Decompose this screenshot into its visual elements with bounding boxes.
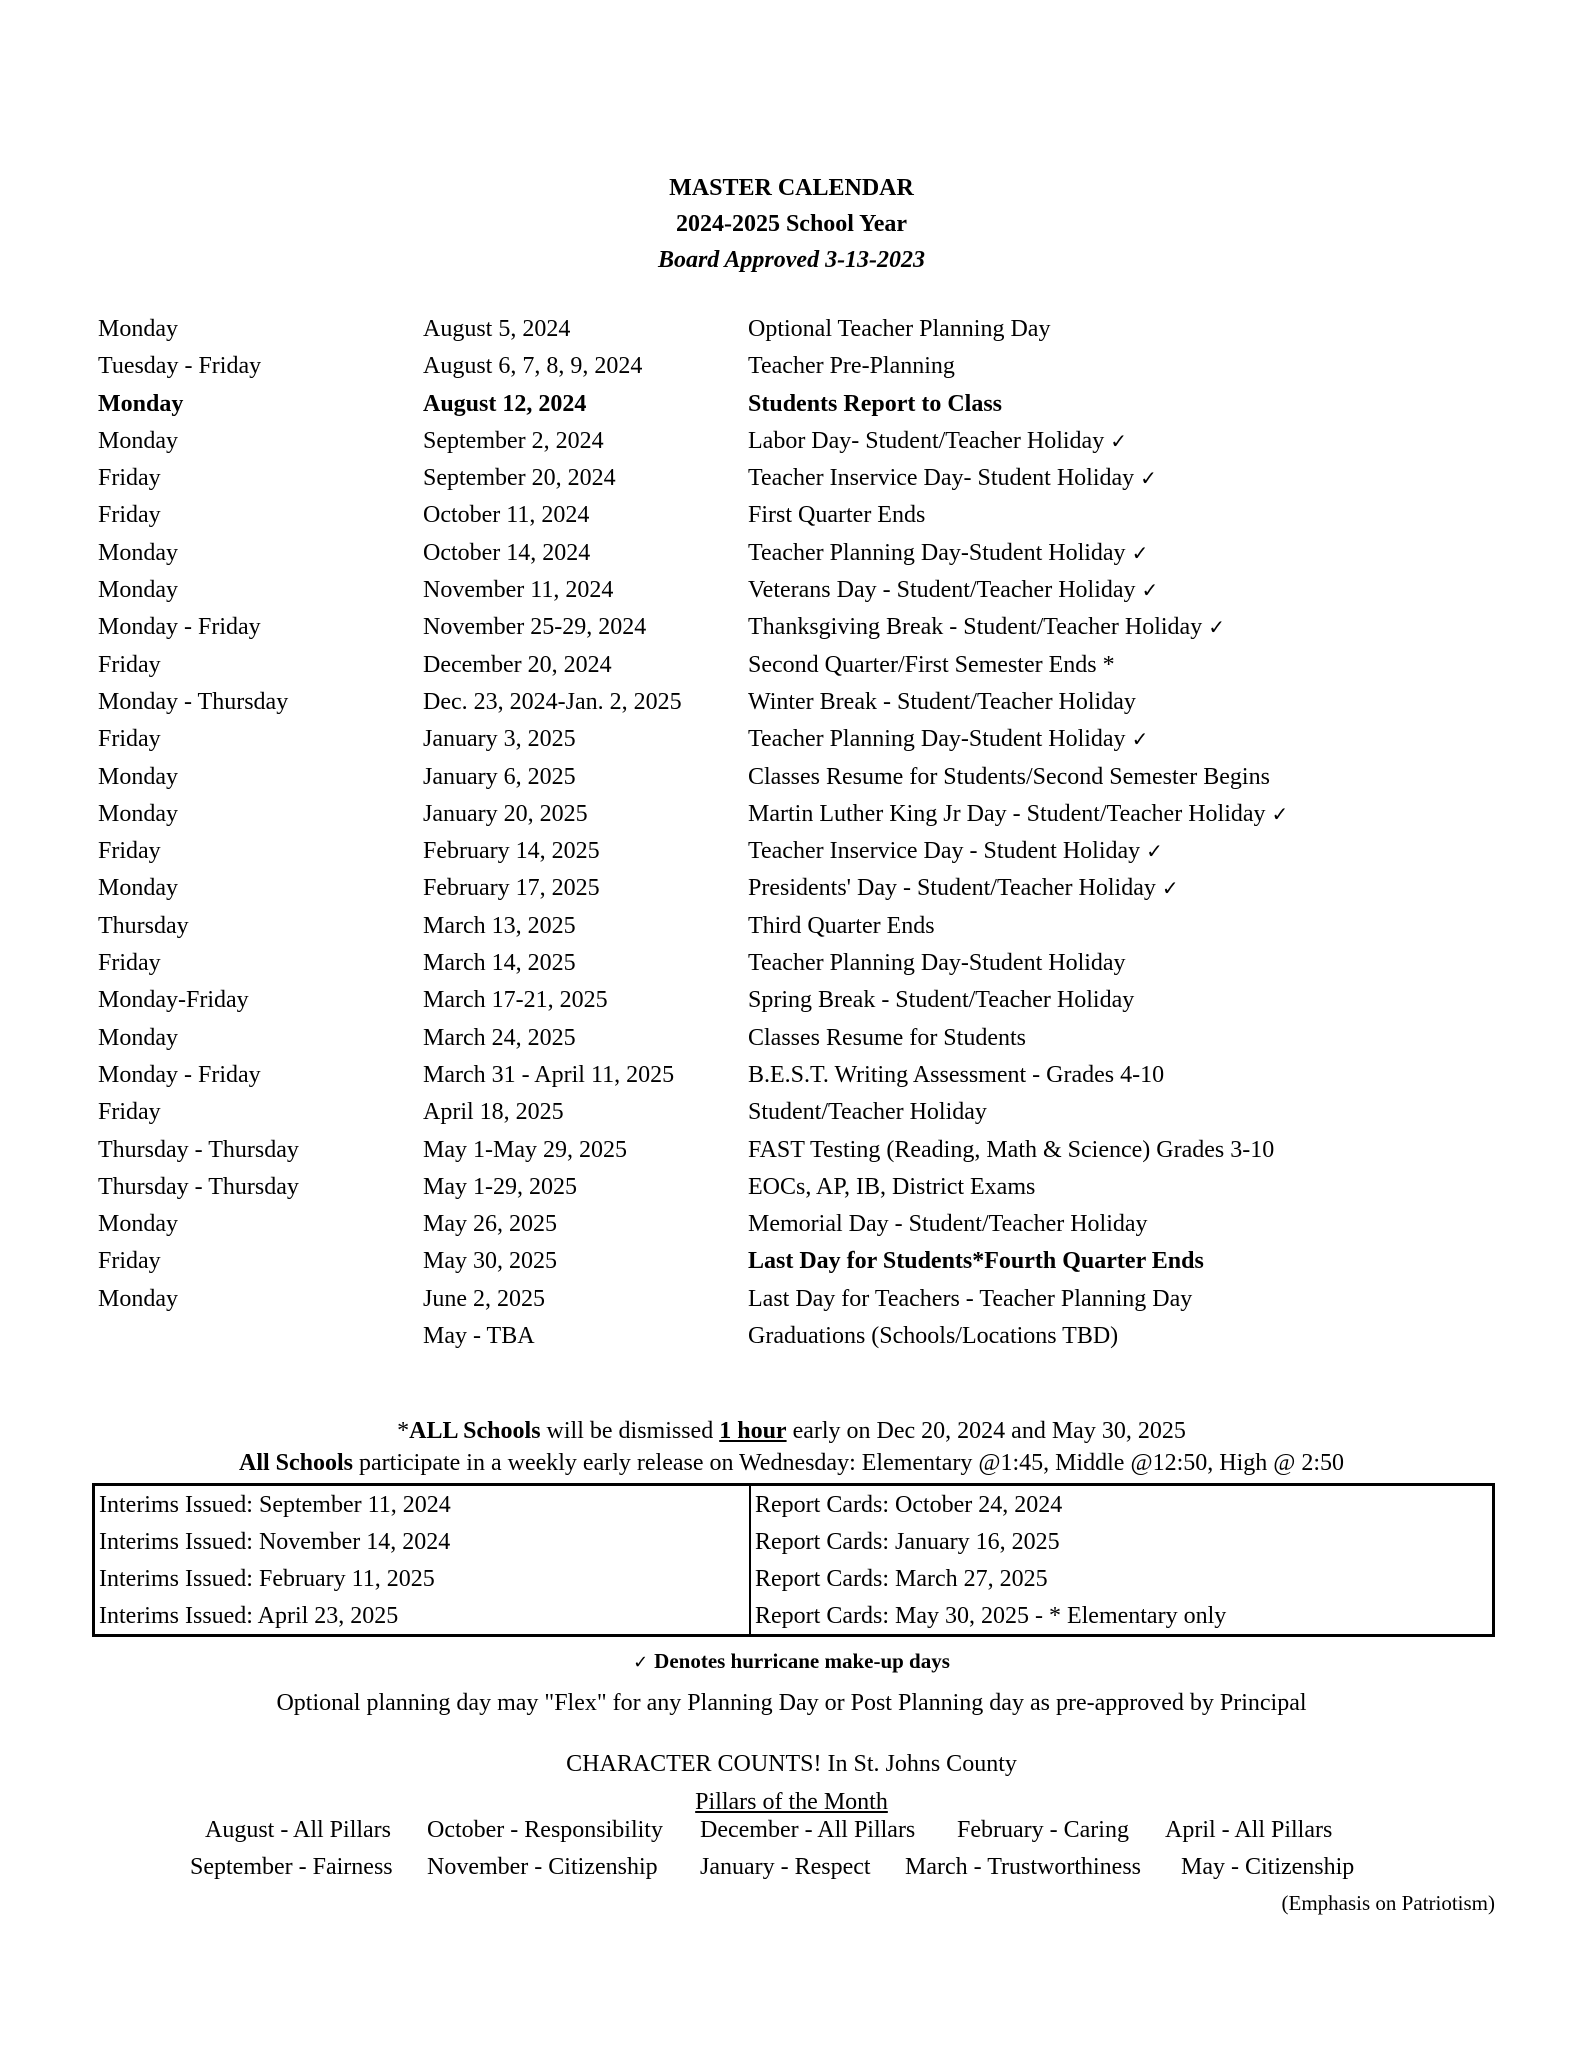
event-date: February 17, 2025: [423, 875, 600, 902]
approval-date: Board Approved 3-13-2023: [657, 247, 926, 273]
event-row: [98, 1281, 1398, 1318]
event-description-text: Winter Break - Student/Teacher Holiday: [748, 688, 1136, 715]
event-description: [748, 721, 1148, 758]
event-description: [748, 833, 1163, 870]
event-description-text: Last Day for Teachers - Teacher Planning Day: [748, 1285, 1193, 1312]
event-description-text: Classes Resume for Students: [748, 1024, 1026, 1051]
event-date: August 6, 7, 8, 9, 2024: [423, 353, 643, 380]
event-day: Friday: [98, 1248, 161, 1275]
event-description: [748, 1281, 1192, 1318]
event-date: October 11, 2024: [423, 502, 590, 529]
hurricane-note-text: Denotes hurricane make-up days: [654, 1649, 950, 1673]
event-description: [748, 1132, 1274, 1169]
event-description-text: Teacher Inservice Day- Student Holiday: [748, 465, 1135, 492]
event-date: March 14, 2025: [423, 950, 576, 977]
event-row: [98, 870, 1398, 907]
event-row: [98, 311, 1398, 348]
event-description: [748, 535, 1148, 572]
event-row: [98, 647, 1398, 684]
event-description: [748, 759, 1270, 796]
page-title: MASTER CALENDAR: [669, 175, 914, 201]
event-description: [748, 311, 1050, 348]
hurricane-note: [0, 1649, 1583, 1674]
event-row: [98, 609, 1398, 646]
event-description-text: Graduations (Schools/Locations TBD): [748, 1323, 1119, 1350]
event-row: [98, 1057, 1398, 1094]
table-row: [94, 1485, 1494, 1524]
event-description: [748, 1318, 1118, 1355]
event-day: Monday-Friday: [98, 987, 249, 1014]
report-card-date: Report Cards: October 24, 2024: [755, 1491, 1063, 1518]
event-description-text: FAST Testing (Reading, Math & Science) Grades 3-10: [748, 1136, 1275, 1163]
event-day: Friday: [98, 651, 161, 678]
event-row: [98, 1020, 1398, 1057]
pillar-month: October - Responsibility: [427, 1817, 663, 1843]
event-description: [748, 423, 1127, 460]
character-counts: [0, 1745, 1583, 1821]
event-row: [98, 1206, 1398, 1243]
event-date: August 12, 2024: [423, 390, 587, 417]
event-description-text: First Quarter Ends: [748, 502, 926, 529]
event-date: May 1-29, 2025: [423, 1173, 577, 1200]
event-description: [748, 945, 1126, 982]
event-day: Monday - Thursday: [98, 688, 289, 715]
event-row: [98, 982, 1398, 1019]
event-description: [748, 796, 1288, 833]
event-row: [98, 1169, 1398, 1206]
event-row: [98, 423, 1398, 460]
event-description-text: Presidents' Day - Student/Teacher Holiday: [748, 875, 1156, 902]
interim-date: Interims Issued: April 23, 2025: [94, 1597, 751, 1636]
event-description: [748, 1057, 1164, 1094]
event-description: [748, 572, 1158, 609]
event-description-text: Third Quarter Ends: [748, 912, 935, 939]
pillar-month: January - Respect: [700, 1854, 871, 1880]
event-day: Monday - Friday: [98, 1061, 261, 1088]
event-date: May - TBA: [423, 1323, 535, 1350]
event-description: [748, 647, 1115, 684]
event-description-text: Last Day for Students*Fourth Quarter Ends: [748, 1248, 1204, 1275]
event-row: [98, 348, 1398, 385]
event-date: September 2, 2024: [423, 427, 604, 454]
dismissal-all-schools: ALL Schools: [409, 1418, 541, 1444]
pillar-month: March - Trustworthiness: [905, 1854, 1142, 1880]
event-description-text: Martin Luther King Jr Day - Student/Teacher Holiday: [748, 800, 1266, 827]
event-day: Friday: [98, 502, 161, 529]
dismissal-hour: 1 hour: [719, 1418, 787, 1444]
event-day: Monday: [98, 427, 178, 454]
pillar-month: August - All Pillars: [205, 1817, 392, 1843]
check-icon: ✓: [1110, 428, 1127, 453]
event-date: May 1-May 29, 2025: [423, 1136, 627, 1163]
event-description-text: Labor Day- Student/Teacher Holiday: [748, 427, 1105, 454]
event-day: Thursday - Thursday: [98, 1173, 299, 1200]
event-row: [98, 1318, 1398, 1355]
event-day: Friday: [98, 1099, 161, 1126]
event-date: June 2, 2025: [423, 1285, 545, 1312]
event-description: [748, 982, 1134, 1019]
event-date: May 26, 2025: [423, 1211, 557, 1238]
event-description-text: Veterans Day - Student/Teacher Holiday: [748, 577, 1136, 604]
interim-date: Interims Issued: February 11, 2025: [94, 1560, 751, 1597]
event-row: [98, 497, 1398, 534]
flex-note: Optional planning day may "Flex" for any Planning Day or Post Planning day as pre-approved by Principal: [276, 1690, 1307, 1716]
event-date: Dec. 23, 2024-Jan. 2, 2025: [423, 688, 682, 715]
early-release-all-schools: All Schools: [238, 1450, 354, 1476]
pillar-month: April - All Pillars: [1165, 1817, 1333, 1843]
dismissal-middle: will be dismissed: [540, 1418, 720, 1444]
check-icon: ✓: [1131, 540, 1149, 565]
event-date: November 11, 2024: [423, 577, 614, 604]
event-description: [748, 386, 1002, 423]
event-row: [98, 1132, 1398, 1169]
report-card-date: Report Cards: January 16, 2025: [755, 1528, 1060, 1555]
event-description-text: Optional Teacher Planning Day: [748, 316, 1051, 342]
event-date: March 13, 2025: [423, 912, 576, 939]
event-date: August 5, 2024: [423, 316, 571, 342]
event-day: Friday: [98, 465, 161, 492]
event-day: Monday - Friday: [98, 614, 261, 641]
event-description: [748, 497, 925, 534]
event-day: Monday: [98, 763, 178, 790]
pillar-month: May - Citizenship: [1181, 1854, 1355, 1880]
event-day: Monday: [98, 390, 184, 417]
event-description: [748, 1206, 1148, 1243]
event-description: [748, 1094, 987, 1131]
event-row: [98, 386, 1398, 423]
event-description: [748, 1169, 1035, 1206]
event-date: February 14, 2025: [423, 838, 600, 865]
event-day: Tuesday - Friday: [98, 353, 262, 380]
report-card-date: Report Cards: May 30, 2025 - * Elementary only: [755, 1602, 1227, 1629]
event-day: Friday: [98, 726, 161, 753]
event-day: Thursday: [98, 912, 189, 939]
check-icon: ✓: [1140, 466, 1157, 491]
event-date: September 20, 2024: [423, 465, 616, 492]
school-year-subtitle: 2024-2025 School Year: [675, 211, 908, 237]
event-description-text: Teacher Planning Day-Student Holiday: [748, 950, 1126, 977]
interim-date: Interims Issued: September 11, 2024: [94, 1485, 751, 1524]
check-icon: ✓: [1141, 578, 1159, 603]
event-day: Monday: [98, 875, 178, 902]
early-release-note: [0, 1447, 1583, 1479]
check-icon: ✓: [1271, 801, 1289, 826]
event-date: March 31 - April 11, 2025: [423, 1061, 675, 1088]
event-row: [98, 908, 1398, 945]
check-icon: ✓: [1131, 727, 1149, 752]
dismissal-note: [0, 1415, 1583, 1447]
table-row: [94, 1523, 1494, 1560]
event-row: [98, 721, 1398, 758]
event-row: [98, 1243, 1398, 1280]
dismissal-notes: [0, 1415, 1583, 1479]
event-row: [98, 833, 1398, 870]
event-date: March 17-21, 2025: [423, 987, 608, 1014]
event-day: Monday: [98, 539, 178, 566]
events-list: [98, 311, 1398, 1355]
table-row: [94, 1597, 1494, 1636]
pillar-month: September - Fairness: [190, 1854, 393, 1880]
event-description: [748, 908, 935, 945]
event-row: [98, 796, 1398, 833]
event-description-text: Spring Break - Student/Teacher Holiday: [748, 987, 1135, 1014]
check-icon: ✓: [1161, 876, 1179, 901]
pillar-month: November - Citizenship: [427, 1854, 658, 1880]
event-day: Friday: [98, 950, 161, 977]
pillar-month: December - All Pillars: [700, 1817, 916, 1843]
event-description: [748, 348, 955, 385]
event-description: [748, 460, 1157, 497]
event-description: [748, 870, 1179, 907]
event-row: [98, 535, 1398, 572]
event-description-text: Students Report to Class: [748, 390, 1003, 417]
event-row: [98, 684, 1398, 721]
event-description-text: B.E.S.T. Writing Assessment - Grades 4-10: [748, 1061, 1165, 1088]
check-icon: ✓: [633, 1652, 649, 1673]
report-table: [92, 1483, 1495, 1637]
event-description-text: Student/Teacher Holiday: [748, 1099, 987, 1126]
pillars-title: Pillars of the Month: [695, 1789, 888, 1815]
event-day: Monday: [98, 800, 178, 827]
event-description-text: Second Quarter/First Semester Ends *: [748, 651, 1115, 678]
character-heading: CHARACTER COUNTS! In St. Johns County: [566, 1751, 1017, 1777]
event-description: [748, 609, 1225, 646]
event-description-text: Teacher Inservice Day - Student Holiday: [748, 838, 1141, 865]
event-description-text: Teacher Planning Day-Student Holiday: [748, 726, 1126, 753]
event-day: Monday: [98, 1211, 178, 1238]
event-row: [98, 1094, 1398, 1131]
check-icon: ✓: [1146, 839, 1163, 864]
event-description-text: Classes Resume for Students/Second Semester Begins: [748, 763, 1270, 790]
event-date: April 18, 2025: [423, 1099, 564, 1126]
event-description-text: Teacher Planning Day-Student Holiday: [748, 539, 1126, 566]
event-date: January 6, 2025: [423, 763, 576, 790]
table-row: [94, 1560, 1494, 1597]
event-day: Monday: [98, 1285, 178, 1312]
event-row: [98, 759, 1398, 796]
event-date: March 24, 2025: [423, 1024, 576, 1051]
early-release-text: participate in a weekly early release on Wednesday: Elementary @1:45, Middle @12:50, High @ 2:50: [353, 1450, 1344, 1476]
event-description: [748, 684, 1136, 721]
event-date: November 25-29, 2024: [423, 614, 647, 641]
pillar-month: February - Caring: [957, 1817, 1129, 1843]
event-description: [748, 1020, 1026, 1057]
event-date: October 14, 2024: [423, 539, 591, 566]
dismissal-suffix: early on Dec 20, 2024 and May 30, 2025: [786, 1418, 1186, 1444]
interim-date: Interims Issued: November 14, 2024: [94, 1523, 751, 1560]
event-date: May 30, 2025: [423, 1248, 557, 1275]
event-day: Thursday - Thursday: [98, 1136, 299, 1163]
event-description-text: Thanksgiving Break - Student/Teacher Holiday: [748, 614, 1203, 641]
report-card-date: Report Cards: March 27, 2025: [755, 1565, 1048, 1592]
emphasis-note: (Emphasis on Patriotism): [1281, 1891, 1495, 1915]
event-description-text: Teacher Pre-Planning: [748, 353, 955, 380]
dismissal-prefix: *: [397, 1418, 410, 1444]
event-row: [98, 572, 1398, 609]
event-description: [748, 1243, 1204, 1280]
event-day: Monday: [98, 577, 178, 604]
event-day: Monday: [98, 1024, 178, 1051]
event-date: December 20, 2024: [423, 651, 612, 678]
event-day: Friday: [98, 838, 161, 865]
event-row: [98, 945, 1398, 982]
check-icon: ✓: [1208, 615, 1225, 640]
title-block: [0, 170, 1583, 278]
event-row: [98, 460, 1398, 497]
event-day: Monday: [98, 316, 178, 342]
event-date: January 3, 2025: [423, 726, 576, 753]
event-description-text: EOCs, AP, IB, District Exams: [748, 1173, 1036, 1200]
event-date: January 20, 2025: [423, 800, 588, 827]
event-description-text: Memorial Day - Student/Teacher Holiday: [748, 1211, 1148, 1238]
